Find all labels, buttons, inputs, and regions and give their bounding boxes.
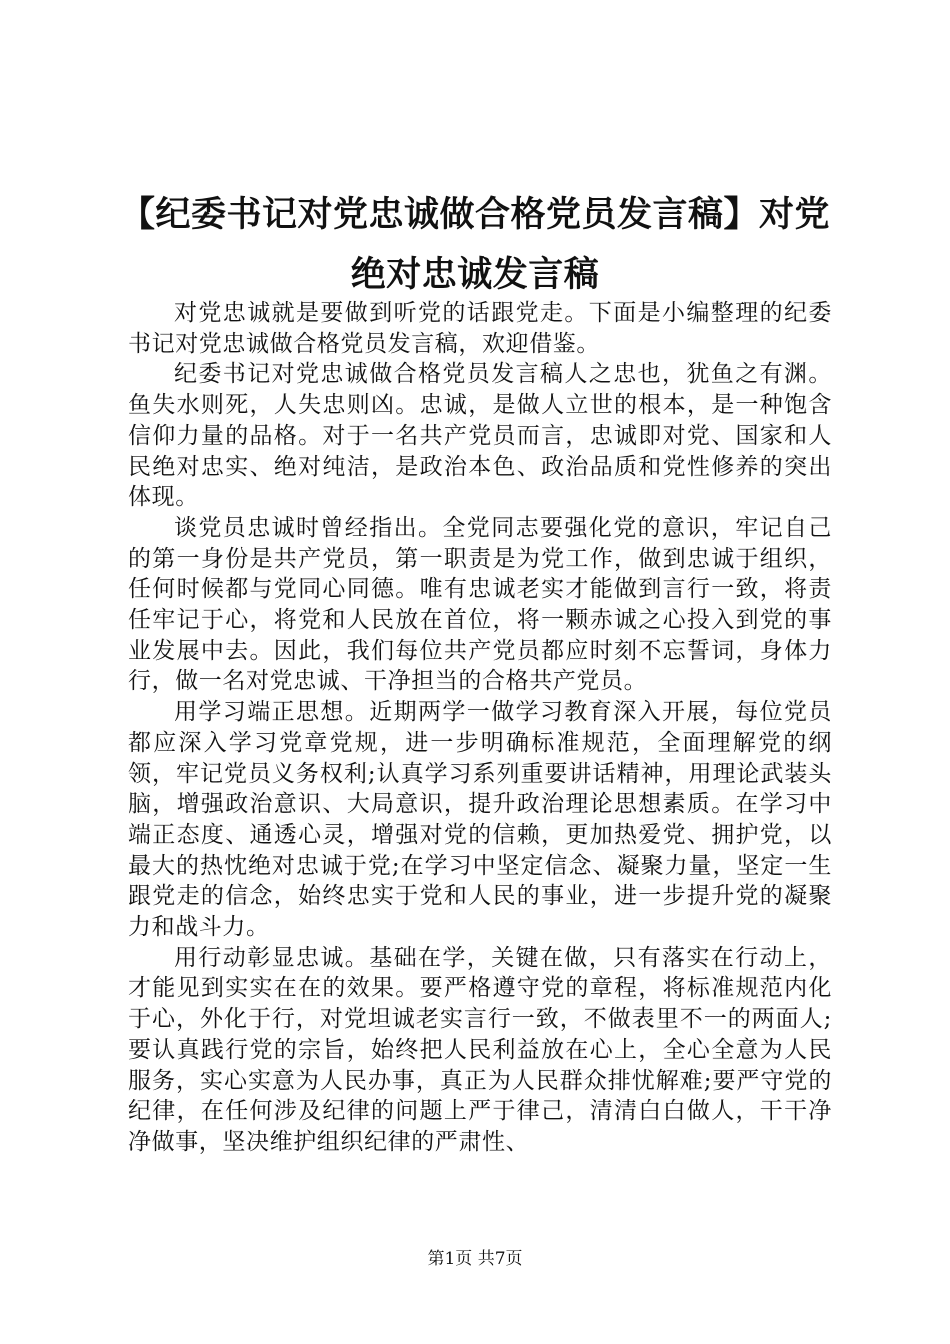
paragraph: 谈党员忠诚时曾经指出。全党同志要强化党的意识，牢记自己的第一身份是共产党员，第一职责是为党工作，做到忠诚于组织，任何时候都与党同心同德。唯有忠诚老实才能做到言行一致，将责任牢记于心，将党和人民放在首位，将一颗赤诚之心投入到党的事业发展中去。因此，我们每位共产党员都应时刻不忘誓词，身体力行，做一名对党忠诚、干净担当的合格共产党员。	[128, 514, 832, 695]
paragraph: 对党忠诚就是要做到听党的话跟党走。下面是小编整理的纪委书记对党忠诚做合格党员发言稿，欢迎借鉴。	[128, 300, 832, 357]
paragraph: 用学习端正思想。近期两学一做学习教育深入开展，每位党员都应深入学习党章党规，进一步明确标准规范，全面理解党的纲领，牢记党员义务权利;认真学习系列重要讲话精神，用理论武装头脑，增强政治意识、大局意识，提升政治理论思想素质。在学习中端正态度、通透心灵，增强对党的信赖，更加热爱党、拥护党，以最大的热忱绝对忠诚于党;在学习中坚定信念、凝聚力量，坚定一生跟党走的信念，始终忠实于党和人民的事业，进一步提升党的凝聚力和战斗力。	[128, 699, 832, 941]
document-body	[128, 298, 832, 1158]
document-title	[120, 185, 830, 305]
paragraph: 用行动彰显忠诚。基础在学，关键在做，只有落实在行动上，才能见到实实在在的效果。要严格遵守党的章程，将标准规范内化于心，外化于行，对党坦诚老实言行一致，不做表里不一的两面人;要认真践行党的宗旨，始终把人民利益放在心上，全心全意为人民服务，实心实意为人民办事，真正为人民群众排忧解难;要严守党的纪律，在任何涉及纪律的问题上严于律己，清清白白做人，干干净净做事，坚决维护组织纪律的严肃性、	[128, 944, 832, 1155]
title-line-2: 绝对忠诚发言稿	[350, 254, 600, 295]
paragraph: 纪委书记对党忠诚做合格党员发言稿人之忠也，犹鱼之有渊。鱼失水则死，人失忠则凶。忠诚，是做人立世的根本，是一种饱含信仰力量的品格。对于一名共产党员而言，忠诚即对党、国家和人民绝对忠实、绝对纯洁，是政治本色、政治品质和党性修养的突出体现。	[128, 361, 832, 511]
title-line-1: 【纪委书记对党忠诚做合格党员发言稿】对党	[120, 194, 831, 235]
page-footer: 第1页 共7页	[427, 1249, 523, 1269]
